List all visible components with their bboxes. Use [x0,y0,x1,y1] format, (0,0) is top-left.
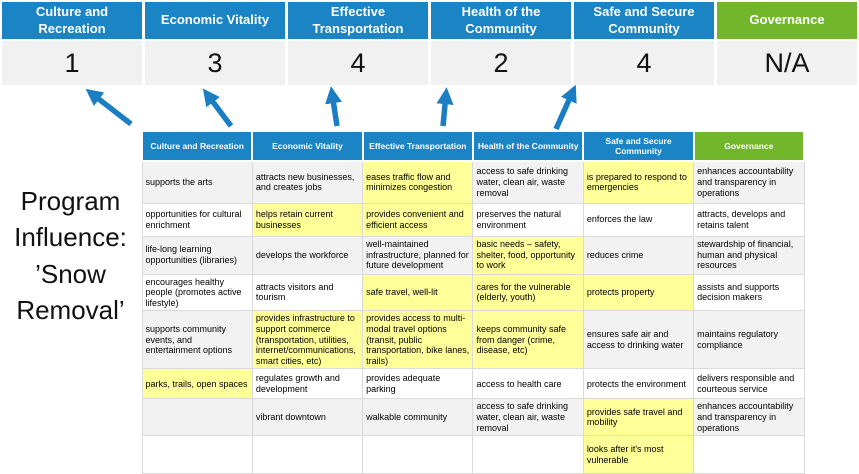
matrix-column-header: Safe and Secure Community [583,131,693,161]
matrix-row [142,203,804,236]
matrix-cell: vibrant downtown [252,399,362,436]
matrix-cell: well-maintained infrastructure, planned for future development [363,236,473,274]
matrix-cell: protects the environment [583,369,693,399]
scoreboard-score-value: 3 [145,41,285,85]
matrix-cell: attracts visitors and tourism [252,274,362,311]
matrix-row [142,369,804,399]
matrix-cell-highlighted: is prepared to respond to emergencies [583,161,693,203]
matrix-row [142,161,804,203]
matrix-column-header: Culture and Recreation [142,131,252,161]
scoreboard-category-label: Governance [717,2,857,39]
arrow-safe-secure-community [556,91,573,129]
matrix-row [142,311,804,369]
matrix-cell-highlighted: provides access to multi-modal travel options (transit, public transportation, bike lanes, trails) [363,311,473,369]
matrix-row [142,236,804,274]
matrix-body [142,161,804,474]
matrix-cell-highlighted: helps retain current businesses [252,203,362,236]
matrix-cell-highlighted: protects property [583,274,693,311]
matrix-cell: access to health care [473,369,583,399]
matrix-row [142,436,804,474]
matrix-cell-highlighted: eases traffic flow and minimizes congestion [363,161,473,203]
scoreboard-category-label: Culture and Recreation [2,2,142,39]
matrix-cell: delivers responsible and courteous service [694,369,804,399]
matrix-cell-highlighted: cares for the vulnerable (elderly, youth) [473,274,583,311]
matrix-cell: enhances accountability and transparency in operations [694,399,804,436]
benefits-matrix-table [141,130,805,474]
matrix-column-header: Economic Vitality [252,131,362,161]
matrix-cell: access to safe drinking water, clean air, waste removal [473,399,583,436]
matrix-header-row [142,131,804,161]
matrix-cell: provides adequate parking [363,369,473,399]
matrix-cell: attracts new businesses, and creates jobs [252,161,362,203]
matrix-cell: life-long learning opportunities (libraries) [142,236,252,274]
scoreboard-score-value: 4 [574,41,714,85]
scoreboard-score-value: 2 [431,41,571,85]
scoreboard-category-label: Economic Vitality [145,2,285,39]
matrix-cell: walkable community [363,399,473,436]
influence-arrows [0,78,859,133]
matrix-cell: opportunities for cultural enrichment [142,203,252,236]
matrix-cell: enhances accountability and transparency in operations [694,161,804,203]
matrix-cell-highlighted: parks, trails, open spaces [142,369,252,399]
scoreboard-category-label: Safe and Secure Community [574,2,714,39]
matrix-cell: preserves the natural environment [473,203,583,236]
matrix-cell [142,399,252,436]
scoreboard-category-label: Health of the Community [431,2,571,39]
matrix-cell: encourages healthy people (promotes active lifestyle) [142,274,252,311]
scoreboard-score-value: 1 [2,41,142,85]
matrix-cell [694,436,804,474]
matrix-row [142,399,804,436]
matrix-cell: enforces the law [583,203,693,236]
matrix-cell-highlighted: basic needs – safety, shelter, food, opportunity to work [473,236,583,274]
matrix-cell: supports community events, and entertainment options [142,311,252,369]
matrix-cell-highlighted: looks after it's most vulnerable [583,436,693,474]
matrix-cell-highlighted: provides convenient and efficient access [363,203,473,236]
matrix-cell: develops the workforce [252,236,362,274]
matrix-column-header: Effective Transportation [363,131,473,161]
scoreboard-score-value: 4 [288,41,428,85]
matrix-cell [252,436,362,474]
matrix-column-header: Governance [694,131,804,161]
matrix-cell: maintains regulatory compliance [694,311,804,369]
matrix-cell-highlighted: provides safe travel and mobility [583,399,693,436]
matrix-cell: assists and supports decision makers [694,274,804,311]
matrix-cell-highlighted: keeps community safe from danger (crime, disease, etc) [473,311,583,369]
matrix-column-header: Health of the Community [473,131,583,161]
scoreboard-category-label: Effective Transportation [288,2,428,39]
matrix-cell: supports the arts [142,161,252,203]
matrix-cell [142,436,252,474]
matrix-cell: access to safe drinking water, clean air, waste removal [473,161,583,203]
scoreboard-score-value: N/A [717,41,857,85]
matrix-row [142,274,804,311]
scoreboard-header-row [2,2,857,39]
matrix-cell [473,436,583,474]
matrix-cell: attracts, develops and retains talent [694,203,804,236]
matrix-cell: ensures safe air and access to drinking water [583,311,693,369]
program-influence-title: Program Influence: ’Snow Removal’ [14,186,127,326]
matrix-cell: reduces crime [583,236,693,274]
matrix-cell-highlighted: safe travel, well-lit [363,274,473,311]
arrow-culture-recreation [91,93,131,124]
matrix-cell: stewardship of financial, human and physical resources [694,236,804,274]
arrow-effective-transportation [332,93,337,126]
matrix-cell: regulates growth and development [252,369,362,399]
arrow-health-community [443,94,446,126]
matrix-cell [363,436,473,474]
arrow-economic-vitality [207,94,231,126]
matrix-cell-highlighted: provides infrastructure to support commerce (transportation, utilities, internet/communications, smart cities, etc) [252,311,362,369]
